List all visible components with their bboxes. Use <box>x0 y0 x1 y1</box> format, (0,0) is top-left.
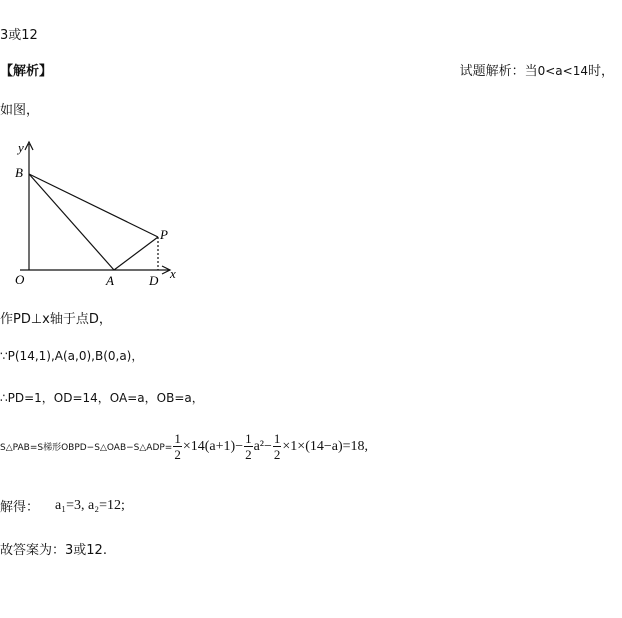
fraction-half-2: $\frac{1}{2}$ <box>245 431 252 462</box>
section-tag: 【解析】 <box>0 64 53 79</box>
area-formula-line <box>0 432 368 461</box>
coordinate-figure <box>10 130 180 290</box>
area-decomposition: S△PAB=S梯形OBPD−S△OAB−S△ADP= <box>0 443 173 453</box>
therefore-line: ∴PD=1，OD=14，OA=a，OB=a， <box>0 391 204 405</box>
analysis-suffix: 时， <box>587 64 614 79</box>
area-term-1: ×14(a+1)− <box>182 438 244 454</box>
since-line: ∵P(14,1),A(a,0),B(0,a)， <box>0 349 144 363</box>
segment-BA <box>29 174 114 270</box>
solve-label: 解得： <box>0 500 40 515</box>
label-O: O <box>15 272 25 287</box>
fraction-half-1: $\frac{1}{2}$ <box>174 431 181 462</box>
final-answer: 故答案为：3或12. <box>0 543 107 558</box>
label-D: D <box>149 273 159 288</box>
construct-line: 作PD⊥x轴于点D， <box>0 312 112 327</box>
as-shown-text: 如图， <box>0 103 40 118</box>
label-y: y <box>18 140 24 155</box>
label-P: P <box>160 227 168 242</box>
solve-line <box>0 496 125 515</box>
answer-top: 3或12 <box>0 28 38 43</box>
label-B: B <box>15 165 23 180</box>
segment-AP <box>114 237 158 270</box>
analysis-prefix: 试题解析：当 <box>459 64 538 79</box>
area-term-2: a²− <box>253 438 272 454</box>
fraction-half-3: $\frac{1}{2}$ <box>273 431 281 462</box>
solve-values: a₁=3, a₂=12; <box>55 497 125 513</box>
segment-BP <box>29 174 158 237</box>
label-x: x <box>170 266 176 281</box>
analysis-condition <box>460 60 614 79</box>
analysis-range: 0<a<14 <box>537 64 588 78</box>
area-term-3: ×1×(14−a)=18, <box>282 438 369 454</box>
label-A: A <box>106 273 114 288</box>
